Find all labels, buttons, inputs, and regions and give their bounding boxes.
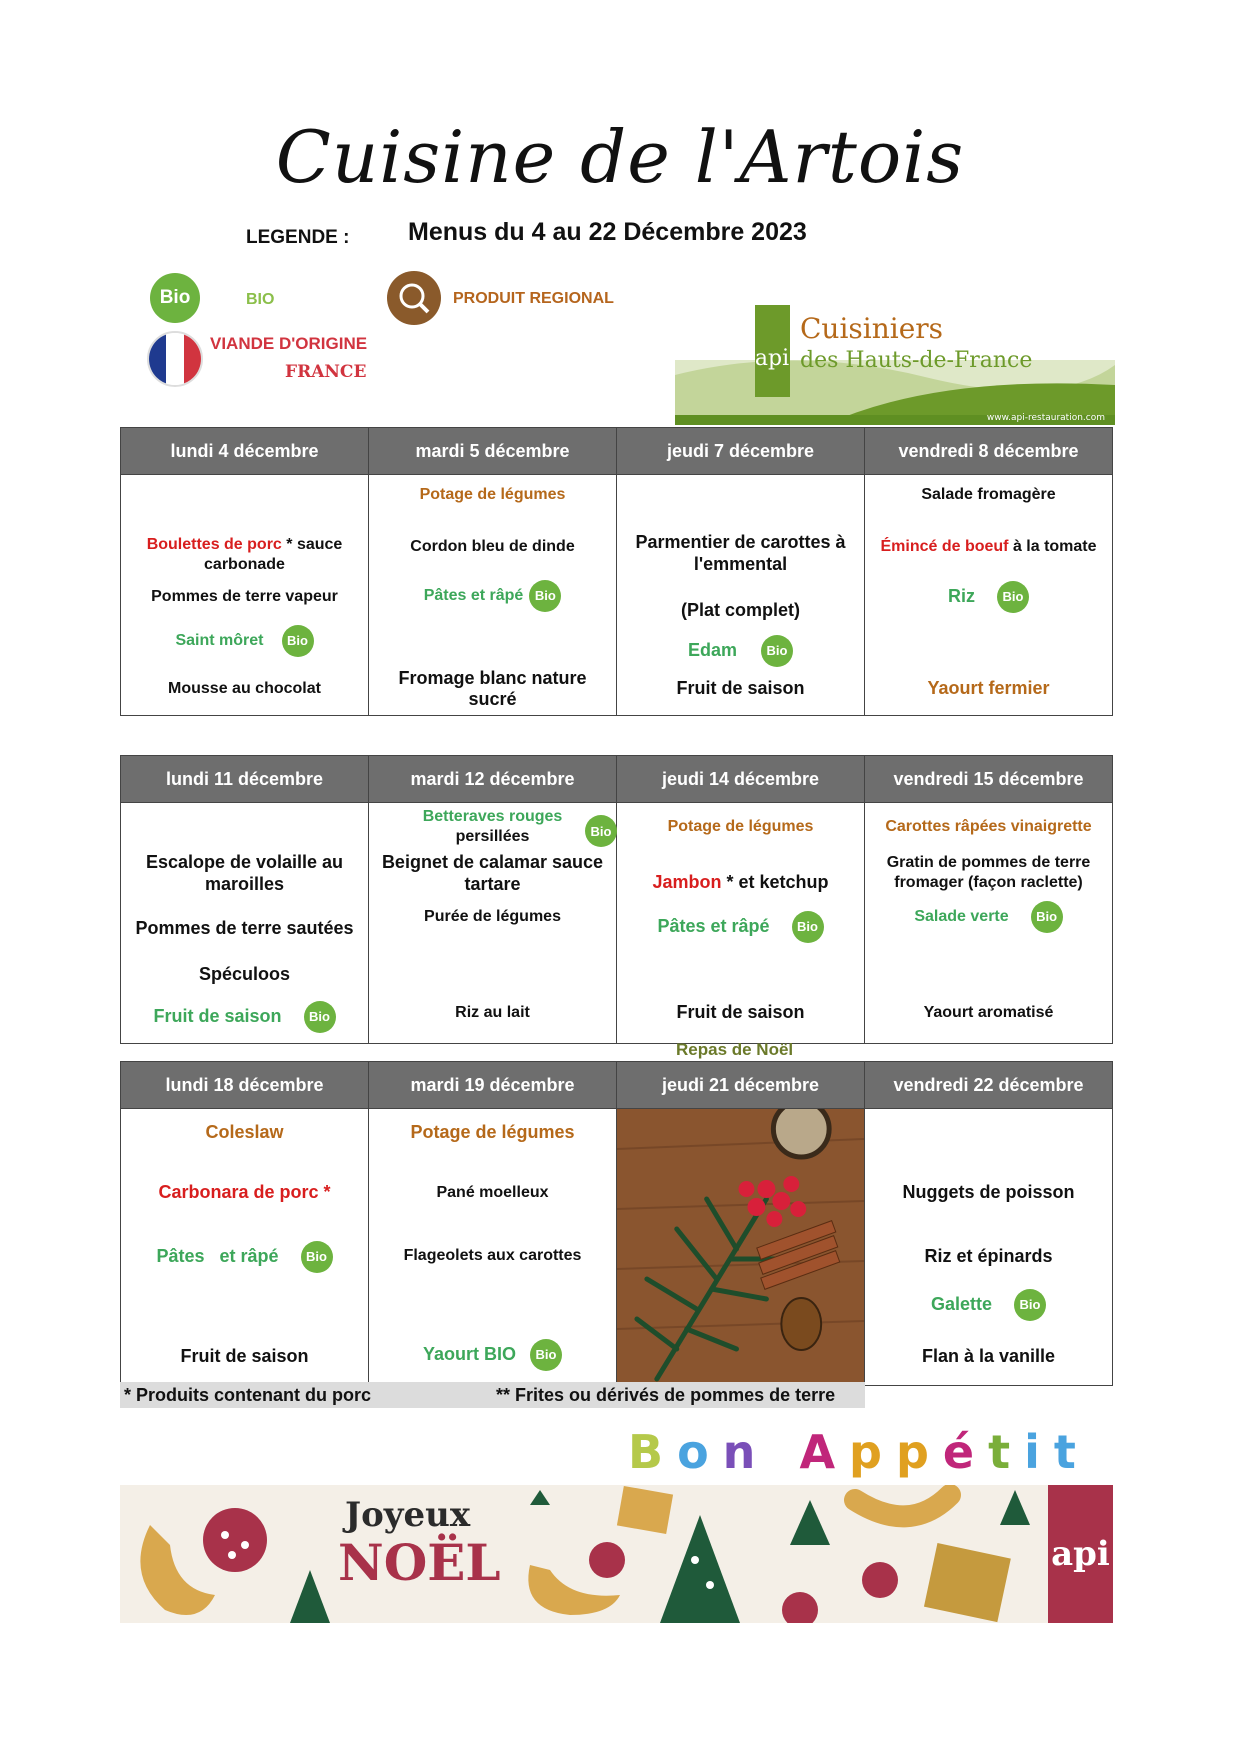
week2-table xyxy=(120,755,1113,1044)
logo-line2: des Hauts-de-France xyxy=(800,348,1033,373)
bio-icon: Bio xyxy=(792,911,824,943)
day-cell xyxy=(369,1109,617,1386)
menu-item: Boulettes de porc xyxy=(146,536,282,553)
menu-item: * sauce xyxy=(281,536,343,553)
menu-item: Edam xyxy=(687,639,738,660)
day-cell xyxy=(121,803,369,1044)
menu-item: Saint môret xyxy=(175,632,264,650)
menu-item: Potage de légumes xyxy=(667,818,814,835)
menu-item: maroilles xyxy=(204,874,285,894)
noel-text: NOËL xyxy=(338,1533,501,1592)
day-header: jeudi 14 décembre xyxy=(617,756,865,803)
day-header: lundi 18 décembre xyxy=(121,1062,369,1109)
day-header: vendredi 15 décembre xyxy=(865,756,1113,803)
menu-item: Riz xyxy=(948,585,975,606)
day-cell xyxy=(121,475,369,716)
menu-item: Cordon bleu de dinde xyxy=(410,538,575,555)
menu-item: Pâtes et râpé xyxy=(156,1245,279,1266)
api-logo: api xyxy=(1048,1485,1113,1623)
christmas-image-cell xyxy=(617,1109,865,1386)
legend-bio-text: BIO xyxy=(246,291,275,308)
menu-item: (Plat complet) xyxy=(680,600,800,620)
day-header: mardi 12 décembre xyxy=(369,756,617,803)
legend-france-text: FRANCE xyxy=(285,362,367,382)
bio-icon: Bio xyxy=(1031,901,1063,933)
regional-product-icon xyxy=(387,271,441,325)
day-header: jeudi 21 décembre xyxy=(617,1062,865,1109)
bio-icon: Bio xyxy=(301,1241,333,1273)
day-cell xyxy=(865,475,1113,716)
menu-item: Riz et épinards xyxy=(924,1246,1053,1266)
menu-item: Carottes râpées vinaigrette xyxy=(885,818,1092,835)
menu-item: persillées xyxy=(455,828,530,845)
menu-item: Flageolets aux carottes xyxy=(403,1247,582,1264)
menu-item: Pâtes et râpé xyxy=(657,915,770,936)
bio-icon: Bio xyxy=(529,580,561,612)
day-header: mardi 5 décembre xyxy=(369,428,617,475)
week3-table xyxy=(120,1061,1113,1386)
menu-item: Riz au lait xyxy=(455,1004,530,1021)
menu-item: fromager (façon raclette) xyxy=(894,874,1083,891)
logo-url: www.api-restauration.com xyxy=(986,413,1105,423)
menu-item: Gratin de pommes de terre xyxy=(886,854,1091,871)
legend-label: LEGENDE : xyxy=(246,227,350,248)
menu-item: Fruit de saison xyxy=(180,1346,309,1366)
menu-item: Fruit de saison xyxy=(676,678,805,698)
bio-icon: Bio xyxy=(761,635,793,667)
footnote-porc: * Produits contenant du porc xyxy=(124,1385,372,1405)
menu-item: Beignet de calamar sauce xyxy=(381,852,604,872)
menu-item: sucré xyxy=(468,689,517,709)
day-cell xyxy=(369,803,617,1044)
day-cell xyxy=(121,1109,369,1386)
menu-item: Pâtes et râpé xyxy=(423,587,524,605)
menu-item: Fruit de saison xyxy=(153,1005,282,1026)
menu-item: à la tomate xyxy=(1008,538,1097,555)
menu-item: Galette xyxy=(930,1293,993,1314)
bio-icon: Bio xyxy=(997,581,1029,613)
menu-item: Yaourt fermier xyxy=(927,678,1050,698)
menu-item: Jambon xyxy=(652,872,722,892)
logo-api-text: api xyxy=(754,346,790,371)
week1-table xyxy=(120,427,1113,716)
menu-item: Yaourt aromatisé xyxy=(923,1004,1054,1021)
menu-item: l'emmental xyxy=(693,554,788,574)
bio-icon: Bio xyxy=(282,625,314,657)
menu-item: Flan à la vanille xyxy=(921,1346,1056,1366)
day-header: jeudi 7 décembre xyxy=(617,428,865,475)
christmas-meal-label: Repas de Noël xyxy=(676,1040,794,1059)
day-cell xyxy=(617,475,865,716)
christmas-decoration-image xyxy=(617,1109,864,1385)
bio-icon: Bio xyxy=(150,273,200,323)
bio-icon: Bio xyxy=(530,1339,562,1371)
menu-item: Pommes de terre vapeur xyxy=(151,588,338,605)
menu-item: Yaourt BIO xyxy=(422,1343,516,1364)
day-header: lundi 11 décembre xyxy=(121,756,369,803)
menu-item: Salade fromagère xyxy=(921,486,1056,503)
logo-line1: Cuisiniers xyxy=(800,312,944,345)
legend-viande-text: VIANDE D'ORIGINE xyxy=(210,334,368,353)
legend-regional-text: PRODUIT REGIONAL xyxy=(453,290,614,307)
cuisiniers-logo xyxy=(675,305,1115,425)
day-cell xyxy=(369,475,617,716)
menu-item: Pommes de terre sautées xyxy=(135,918,354,938)
footnote-frites: ** Frites ou dérivés de pommes de terre xyxy=(496,1385,836,1405)
day-header: mardi 19 décembre xyxy=(369,1062,617,1109)
menu-item: * et ketchup xyxy=(721,872,829,892)
joyeux-text: Joyeux xyxy=(345,1495,471,1535)
day-cell xyxy=(617,803,865,1044)
bio-icon: Bio xyxy=(585,815,617,847)
menu-item: Mousse au chocolat xyxy=(168,680,321,697)
christmas-banner xyxy=(120,1485,1113,1623)
menu-item: Coleslaw xyxy=(205,1122,284,1142)
day-cell xyxy=(865,1109,1113,1386)
menu-item: Pané moelleux xyxy=(436,1184,549,1201)
menu-item: carbonade xyxy=(204,556,285,573)
menu-item: Spéculoos xyxy=(198,964,291,984)
france-flag-icon xyxy=(147,331,203,387)
bon-appetit: Bon Appétit xyxy=(628,1425,1090,1479)
menu-item: Parmentier de carottes à xyxy=(635,532,846,552)
day-header: vendredi 8 décembre xyxy=(865,428,1113,475)
page-title: Cuisine de l'Artois xyxy=(275,115,965,199)
day-cell xyxy=(865,803,1113,1044)
menu-item: Carbonara de porc * xyxy=(158,1182,331,1202)
menu-item: Émincé de boeuf xyxy=(880,538,1009,555)
menu-item: Purée de légumes xyxy=(424,908,561,925)
day-header: vendredi 22 décembre xyxy=(865,1062,1113,1109)
menu-item: Betteraves rouges xyxy=(422,808,563,825)
menu-item: Fromage blanc nature xyxy=(398,668,587,688)
menu-item: Escalope de volaille au xyxy=(145,852,344,872)
menu-item: Potage de légumes xyxy=(410,1122,575,1142)
menu-item: Nuggets de poisson xyxy=(902,1182,1075,1202)
menu-item: Fruit de saison xyxy=(676,1002,805,1022)
menu-item: tartare xyxy=(464,874,521,894)
menu-item: Salade verte xyxy=(914,908,1009,926)
menu-subtitle: Menus du 4 au 22 Décembre 2023 xyxy=(408,218,807,246)
day-header: lundi 4 décembre xyxy=(121,428,369,475)
bio-icon: Bio xyxy=(304,1001,336,1033)
menu-item: Potage de légumes xyxy=(419,486,566,503)
bio-icon: Bio xyxy=(1014,1289,1046,1321)
